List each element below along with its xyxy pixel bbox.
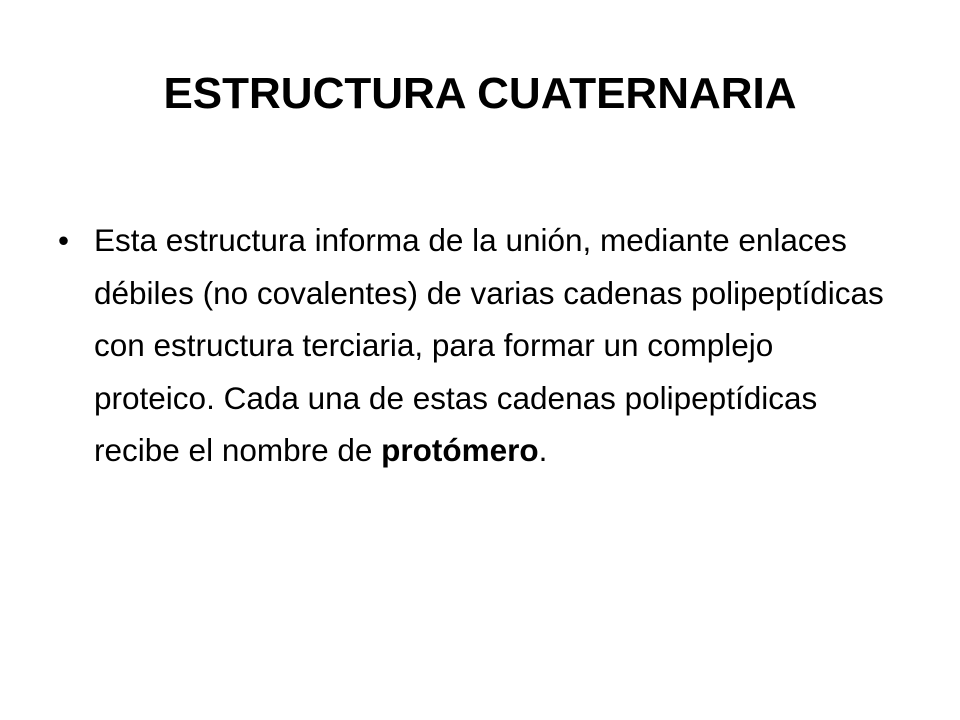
bullet-text: Esta estructura informa de la unión, mediante enlaces débiles (no covalentes) de varias cadenas polipeptídicas con estructura terciaria, para formar un complejo proteico. Cada una de estas cadenas polipeptídicas recibe el nombre de — [94, 222, 884, 468]
slide-title: ESTRUCTURA CUATERNARIA — [163, 69, 797, 118]
bullet-item — [58, 214, 888, 477]
bullet-end-punctuation: . — [538, 432, 548, 468]
slide-body — [58, 214, 888, 477]
emphasized-term: protómero — [381, 432, 539, 468]
bullet-icon: • — [58, 222, 70, 258]
